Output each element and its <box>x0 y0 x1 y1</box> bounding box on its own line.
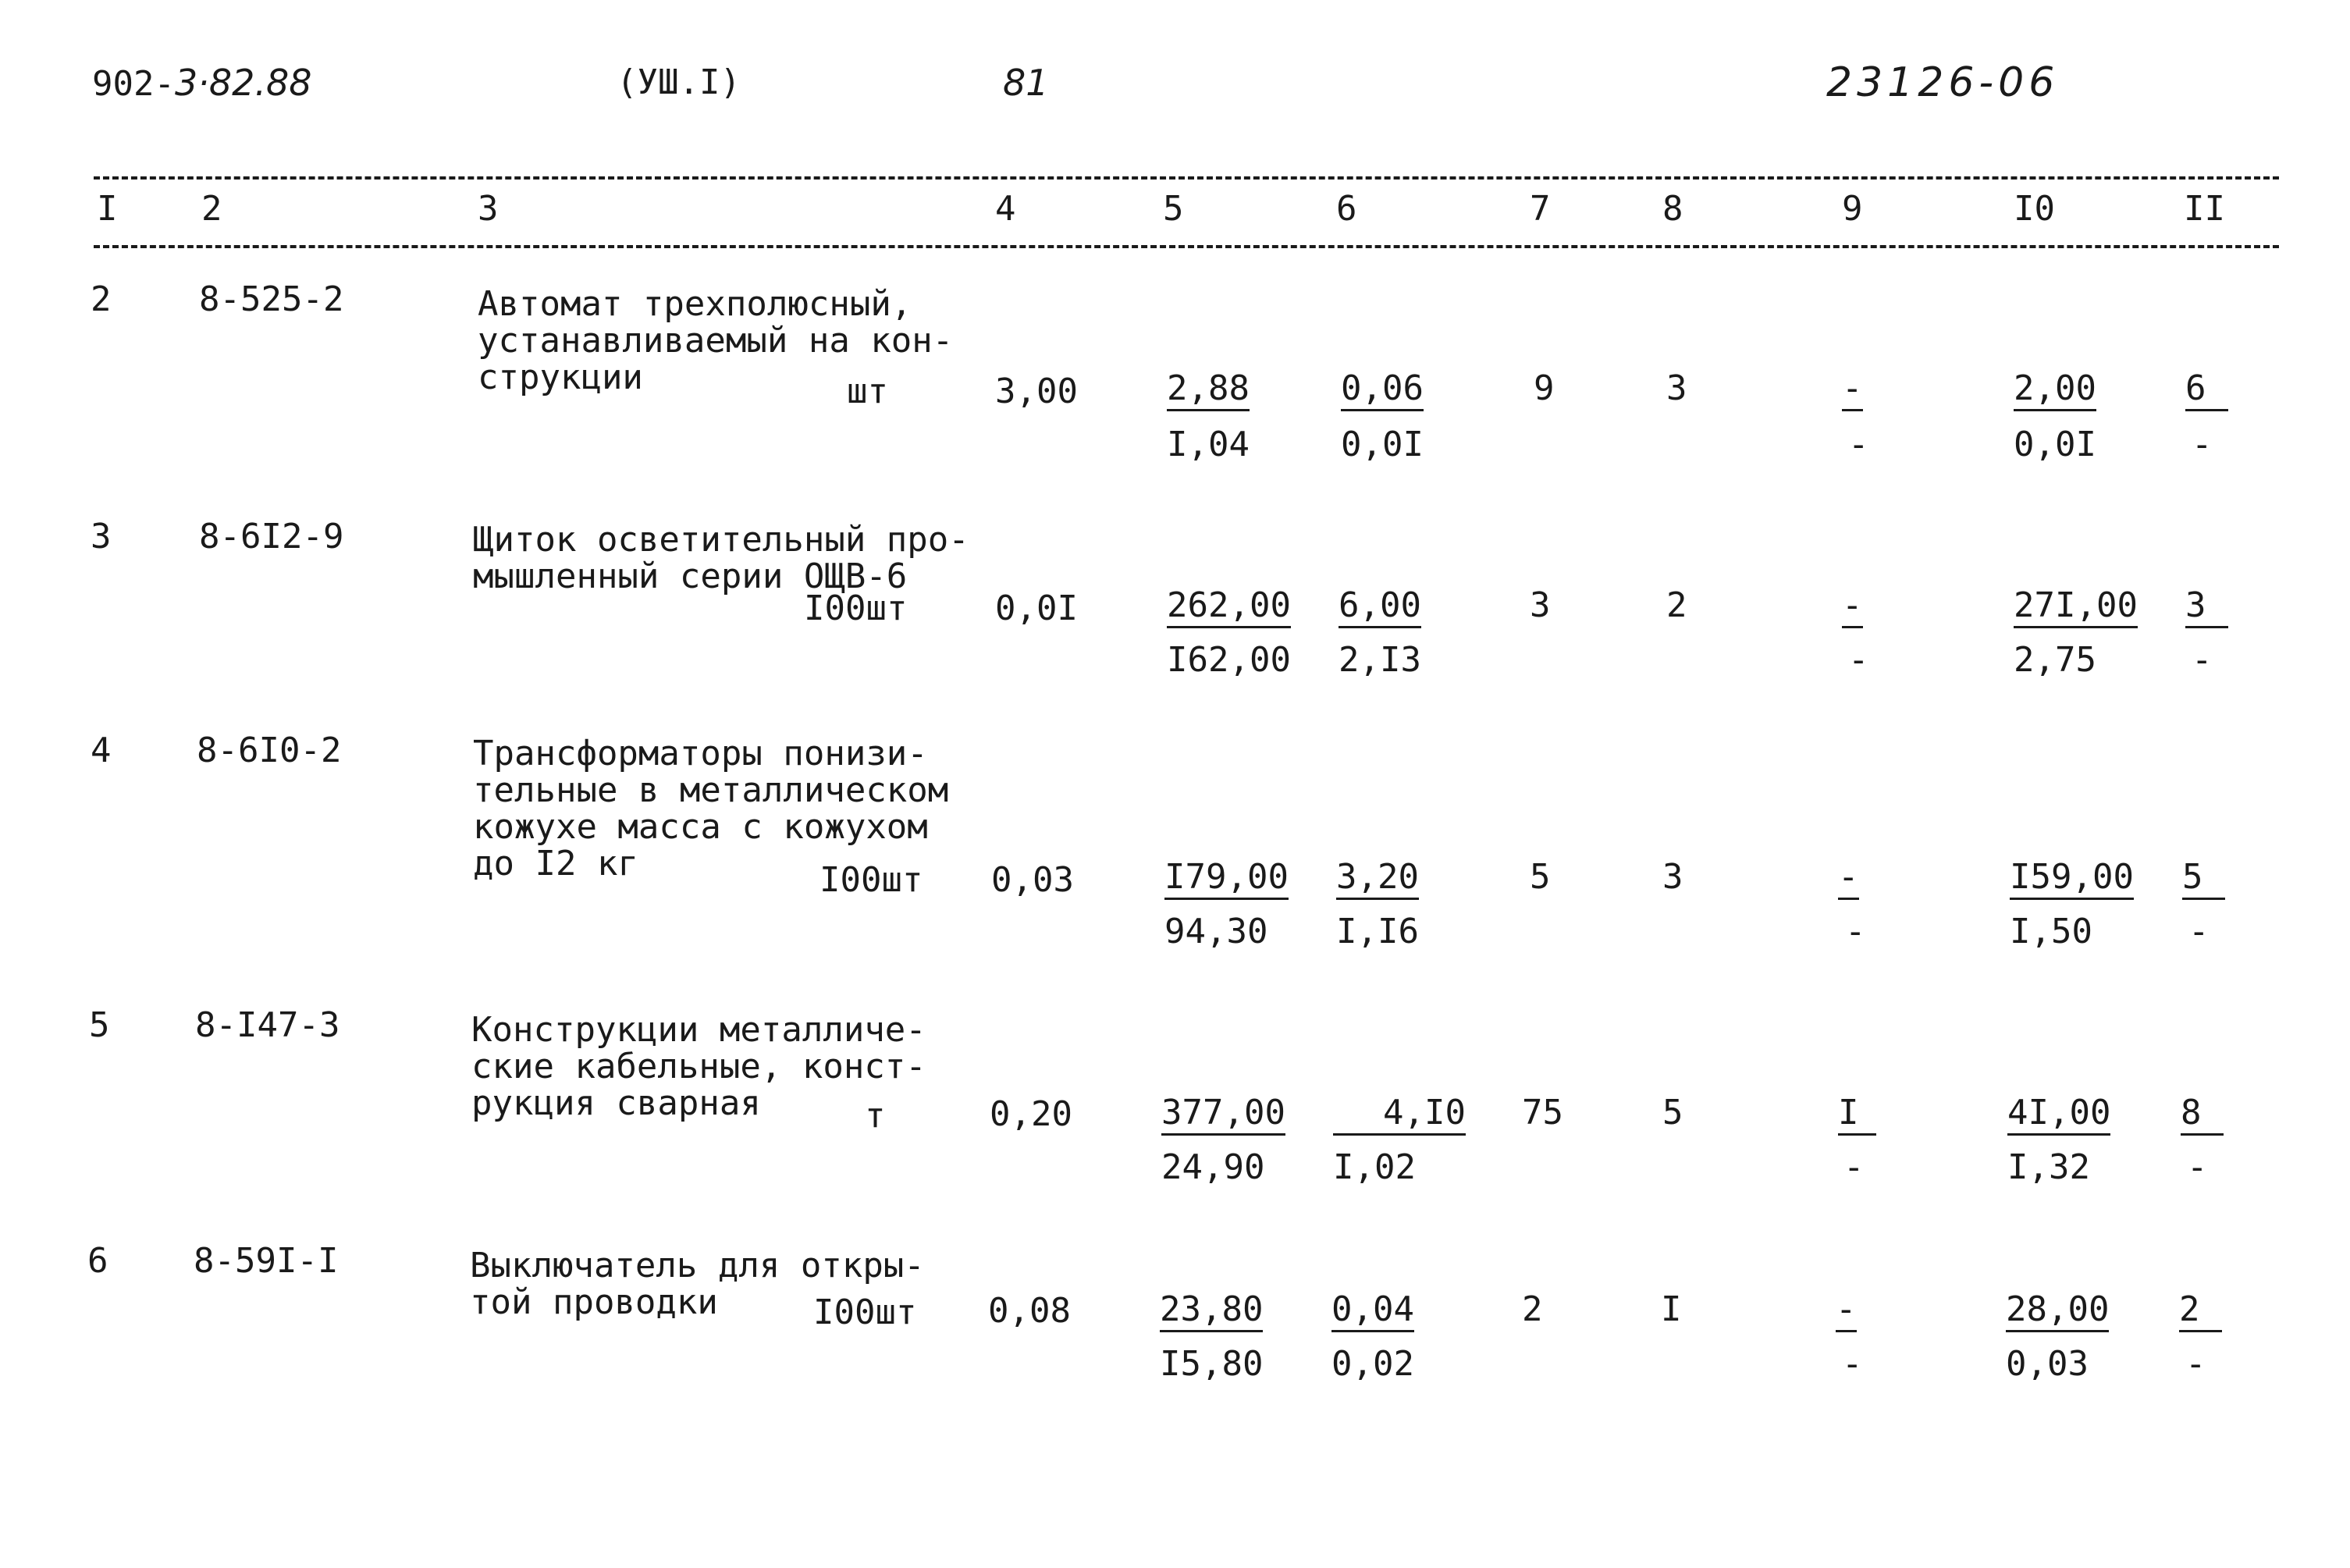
work-description: Щиток осветительный про- мышленный серии ОЩВ-6 <box>473 520 969 596</box>
col8-value: 2 <box>1666 585 1687 625</box>
quantity: 0,03 <box>991 860 1074 900</box>
col11-value <box>2182 859 2225 900</box>
unit: т <box>865 1096 886 1136</box>
col10-value <box>2006 1291 2109 1332</box>
section-number: (УШ.I) <box>617 62 741 102</box>
col9-value-bottom: - <box>1842 1344 1863 1384</box>
col7-value: 9 <box>1534 368 1555 408</box>
col6-value <box>1333 1094 1466 1136</box>
column-header-9: 9 <box>1842 189 1863 229</box>
col11-value <box>2181 1094 2224 1136</box>
work-description: Трансформаторы понизи- тельные в металлическом кожухе масса с кожухом до I2 кг <box>473 734 949 884</box>
col6-value-bottom: I,02 <box>1333 1147 1416 1187</box>
page-number: 81 <box>1003 62 1049 104</box>
col5-top: 262,00 <box>1167 587 1291 628</box>
col10-value-bottom: I,32 <box>2007 1147 2090 1187</box>
unit: шт <box>847 372 888 411</box>
col11-value <box>2185 370 2228 411</box>
col9-value-bottom: - <box>1843 1147 1865 1187</box>
header-bottom-rule <box>94 245 2279 248</box>
col8-value: I <box>1661 1289 1682 1329</box>
column-header-1: I <box>97 189 118 229</box>
col5-value <box>1167 370 1250 411</box>
col10-value-bottom: 0,03 <box>2006 1344 2089 1384</box>
col5-top: 2,88 <box>1167 370 1250 411</box>
work-description: Конструкции металличе- ские кабельные, конст- рукция сварная <box>471 1010 926 1123</box>
col9-top: - <box>1838 859 1859 900</box>
column-header-2: 2 <box>201 189 222 229</box>
document-code <box>92 64 312 103</box>
col6-value <box>1336 859 1419 900</box>
unit: I00шт <box>819 860 923 900</box>
column-header-3: 3 <box>478 189 499 229</box>
col5-value-bottom: 94,30 <box>1164 912 1268 951</box>
col11-top: 5 <box>2182 859 2225 900</box>
col6-value-bottom: I,I6 <box>1336 912 1419 951</box>
col9-value-bottom: - <box>1848 640 1869 680</box>
col8-value: 5 <box>1662 1093 1683 1132</box>
col10-value-bottom: 0,0I <box>2014 425 2096 464</box>
col6-value <box>1331 1291 1414 1332</box>
quantity: 3,00 <box>995 372 1078 411</box>
col11-value-bottom: - <box>2187 1147 2208 1187</box>
col6-top: 0,06 <box>1341 370 1424 411</box>
col6-value <box>1341 370 1424 411</box>
col11-value <box>2185 587 2228 628</box>
row-number: 4 <box>91 731 112 770</box>
col6-value-bottom: 2,I3 <box>1339 640 1421 680</box>
col5-top: 377,00 <box>1161 1094 1285 1136</box>
column-header-7: 7 <box>1530 189 1551 229</box>
col10-top: 28,00 <box>2006 1291 2109 1332</box>
col5-value-bottom: 24,90 <box>1161 1147 1265 1187</box>
quantity: 0,08 <box>988 1291 1071 1331</box>
work-description: Выключатель для откры- той проводки <box>470 1246 925 1322</box>
rate-code: 8-59I-I <box>194 1241 339 1281</box>
col5-value-bottom: I62,00 <box>1167 640 1291 680</box>
col6-top: 4,I0 <box>1333 1094 1466 1136</box>
document-code-handwritten: 3·82.88 <box>174 62 312 104</box>
col6-value-bottom: 0,0I <box>1341 425 1424 464</box>
col11-value <box>2179 1291 2222 1332</box>
col11-top: 3 <box>2185 587 2228 628</box>
col10-top: I59,00 <box>2010 859 2134 900</box>
col10-top: 2,00 <box>2014 370 2096 411</box>
col9-top: - <box>1842 370 1863 411</box>
col10-value <box>2014 370 2096 411</box>
col9-top: - <box>1836 1291 1857 1332</box>
col8-value: 3 <box>1666 368 1687 408</box>
col9-value <box>1838 1094 1876 1136</box>
col9-top: - <box>1842 587 1863 628</box>
row-number: 2 <box>91 279 112 319</box>
col7-value: 2 <box>1522 1289 1543 1329</box>
work-description: Автомат трехполюсный, устанавливаемый на кон- струкции <box>478 284 954 397</box>
col10-top: 4I,00 <box>2007 1094 2110 1136</box>
col7-value: 3 <box>1530 585 1551 625</box>
col5-value <box>1160 1291 1263 1332</box>
col11-value-bottom: - <box>2192 425 2213 464</box>
rate-code: 8-6I0-2 <box>197 731 342 770</box>
header-top-rule <box>94 176 2279 180</box>
col10-value <box>2014 587 2138 628</box>
col7-value: 75 <box>1522 1093 1563 1132</box>
quantity: 0,20 <box>990 1094 1072 1134</box>
col6-top: 0,04 <box>1331 1291 1414 1332</box>
row-number: 3 <box>91 517 112 556</box>
quantity: 0,0I <box>995 588 1078 628</box>
col10-top: 27I,00 <box>2014 587 2138 628</box>
col5-value <box>1167 587 1291 628</box>
col6-top: 6,00 <box>1339 587 1421 628</box>
col10-value-bottom: 2,75 <box>2014 640 2096 680</box>
col9-value <box>1836 1291 1857 1332</box>
col5-top: 23,80 <box>1160 1291 1263 1332</box>
archive-number: 23126-06 <box>1826 59 2060 106</box>
column-header-8: 8 <box>1662 189 1683 229</box>
col9-value <box>1842 370 1863 411</box>
column-header-11: II <box>2184 189 2225 229</box>
col5-value <box>1161 1094 1285 1136</box>
col11-top: 6 <box>2185 370 2228 411</box>
unit: I00шт <box>813 1292 917 1332</box>
col11-value-bottom: - <box>2192 640 2213 680</box>
document-code-prefix: 902- <box>92 64 175 104</box>
column-header-4: 4 <box>995 189 1016 229</box>
col5-value <box>1164 859 1289 900</box>
rate-code: 8-I47-3 <box>195 1005 340 1045</box>
col10-value-bottom: I,50 <box>2010 912 2092 951</box>
col9-value <box>1838 859 1859 900</box>
col7-value: 5 <box>1530 857 1551 897</box>
row-number: 5 <box>89 1005 110 1045</box>
col9-value <box>1842 587 1863 628</box>
rate-code: 8-525-2 <box>199 279 344 319</box>
col6-value-bottom: 0,02 <box>1331 1344 1414 1384</box>
col9-value-bottom: - <box>1845 912 1866 951</box>
rate-code: 8-6I2-9 <box>199 517 344 556</box>
col11-top: 2 <box>2179 1291 2222 1332</box>
col9-value-bottom: - <box>1848 425 1869 464</box>
column-header-5: 5 <box>1163 189 1184 229</box>
col10-value <box>2010 859 2134 900</box>
col6-top: 3,20 <box>1336 859 1419 900</box>
column-header-6: 6 <box>1336 189 1357 229</box>
col5-top: I79,00 <box>1164 859 1289 900</box>
col11-value-bottom: - <box>2185 1344 2206 1384</box>
column-header-10: I0 <box>2014 189 2055 229</box>
row-number: 6 <box>87 1241 108 1281</box>
col6-value <box>1339 587 1421 628</box>
col5-value-bottom: I5,80 <box>1160 1344 1264 1384</box>
col5-value-bottom: I,04 <box>1167 425 1250 464</box>
col11-value-bottom: - <box>2188 912 2210 951</box>
col10-value <box>2007 1094 2110 1136</box>
unit: I00шт <box>804 588 908 628</box>
col11-top: 8 <box>2181 1094 2224 1136</box>
col9-top: I <box>1838 1094 1876 1136</box>
col8-value: 3 <box>1662 857 1683 897</box>
